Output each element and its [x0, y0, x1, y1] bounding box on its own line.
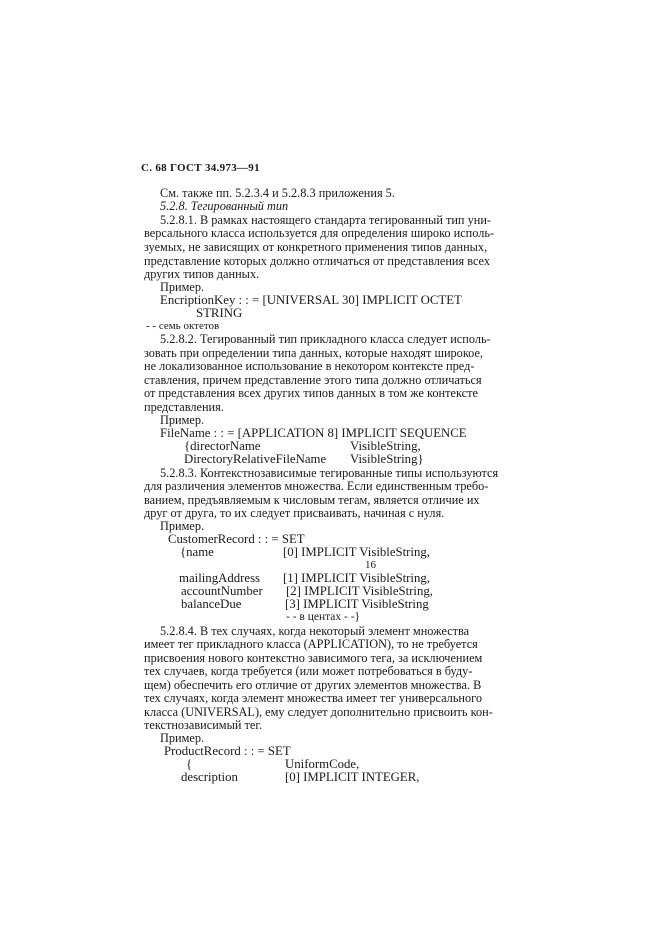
text-line: текстнозависимый тег. [144, 718, 263, 732]
text-line: присвоения нового контекстно зависимого тега, за исключением [144, 651, 483, 665]
text-line: от представления всех других типов данных в том же контексте [144, 386, 478, 400]
code-line: accountNumber [181, 584, 263, 598]
text-line: зовать при определении типа данных, которые находят широкое, [144, 346, 483, 360]
text-line: для различения элементов множества. Если единственным требо- [144, 479, 489, 493]
text-line: тех случаях, когда элемент множества имеет тег универсального [144, 691, 483, 705]
text-line: версального класса используется для определения широко исполь- [144, 226, 495, 240]
text-line: имеет тег прикладного класса (APPLICATION), то не требуется [144, 637, 478, 651]
code-comment: - - семь октетов [146, 320, 220, 332]
text-line: класса (UNIVERSAL), ему следует дополнительно присвоить кон- [144, 705, 493, 719]
code-line: STRING [196, 306, 243, 320]
section-heading: 5.2.8. Тегированный тип [160, 199, 289, 213]
text-line: 5.2.8.2. Тегированный тип прикладного класса следует исполь- [160, 332, 491, 346]
code-line: balanceDue [181, 597, 242, 611]
example-label: Пример. [160, 280, 205, 294]
text-line: тех случаев, когда требуется (или может потребоваться в буду- [144, 664, 473, 678]
text-line: представления. [144, 400, 224, 414]
text-line: щем) обеспечить его отличие от других элементов множества. В [144, 678, 482, 692]
code-line: ProductRecord : : = SET [164, 744, 291, 758]
text-line: друг от друга, то их следует присваивать, начиная с нуля. [144, 506, 445, 520]
code-line: FileName : : = [APPLICATION 8] IMPLICIT SEQUENCE [160, 426, 467, 440]
code-line: DirectoryRelativeFileName [184, 452, 327, 466]
see-also-line: См. также пп. 5.2.3.4 и 5.2.8.3 приложения 5. [160, 186, 395, 200]
text-line: ставления, причем представление этого типа должно отличаться [144, 373, 482, 387]
example-label: Пример. [160, 519, 205, 533]
example-label: Пример. [160, 413, 205, 427]
code-line: VisibleString} [350, 452, 424, 466]
text-line: 5.2.8.1. В рамках настоящего стандарта тегированный тип уни- [160, 213, 491, 227]
page-number: 16 [365, 559, 376, 571]
text-line: 5.2.8.4. В тех случаях, когда некоторый элемент множества [160, 624, 470, 638]
code-line: UniformCode, [285, 757, 360, 771]
code-line: [0] IMPLICIT INTEGER, [285, 770, 420, 784]
text-line: представление которых должно отличаться от представления всех [144, 254, 490, 268]
code-line: [1] IMPLICIT VisibleString, [283, 571, 430, 585]
page-header: С. 68 ГОСТ 34.973—91 [141, 162, 260, 174]
code-line: { [186, 757, 193, 771]
code-line: [0] IMPLICIT VisibleString, [283, 545, 430, 559]
code-line: [2] IMPLICIT VisibleString, [286, 584, 433, 598]
code-comment: - - в центах - -} [286, 611, 361, 623]
code-line: VisibleString, [350, 439, 421, 453]
code-line: EncriptionKey : : = [UNIVERSAL 30] IMPLICIT OCTET [160, 293, 462, 307]
code-line: {name [180, 545, 214, 559]
text-line: 5.2.8.3. Контекстнозависимые тегированные типы используются [160, 466, 499, 480]
code-line: [3] IMPLICIT VisibleString [285, 597, 429, 611]
code-line: mailingAddress [179, 571, 261, 585]
text-line: ванием, предъявляемым к числовым тегам, является отличие их [144, 493, 480, 507]
code-line: {directorName [184, 439, 261, 453]
text-line: не локализованное использование в некотором контексте пред- [144, 359, 475, 373]
example-label: Пример. [160, 731, 205, 745]
text-line: зуемых, не зависящих от конкретного применения типов данных, [144, 240, 488, 254]
code-line: CustomerRecord : : = SET [168, 532, 305, 546]
text-line: других типов данных. [144, 267, 260, 281]
code-line: description [181, 770, 238, 784]
